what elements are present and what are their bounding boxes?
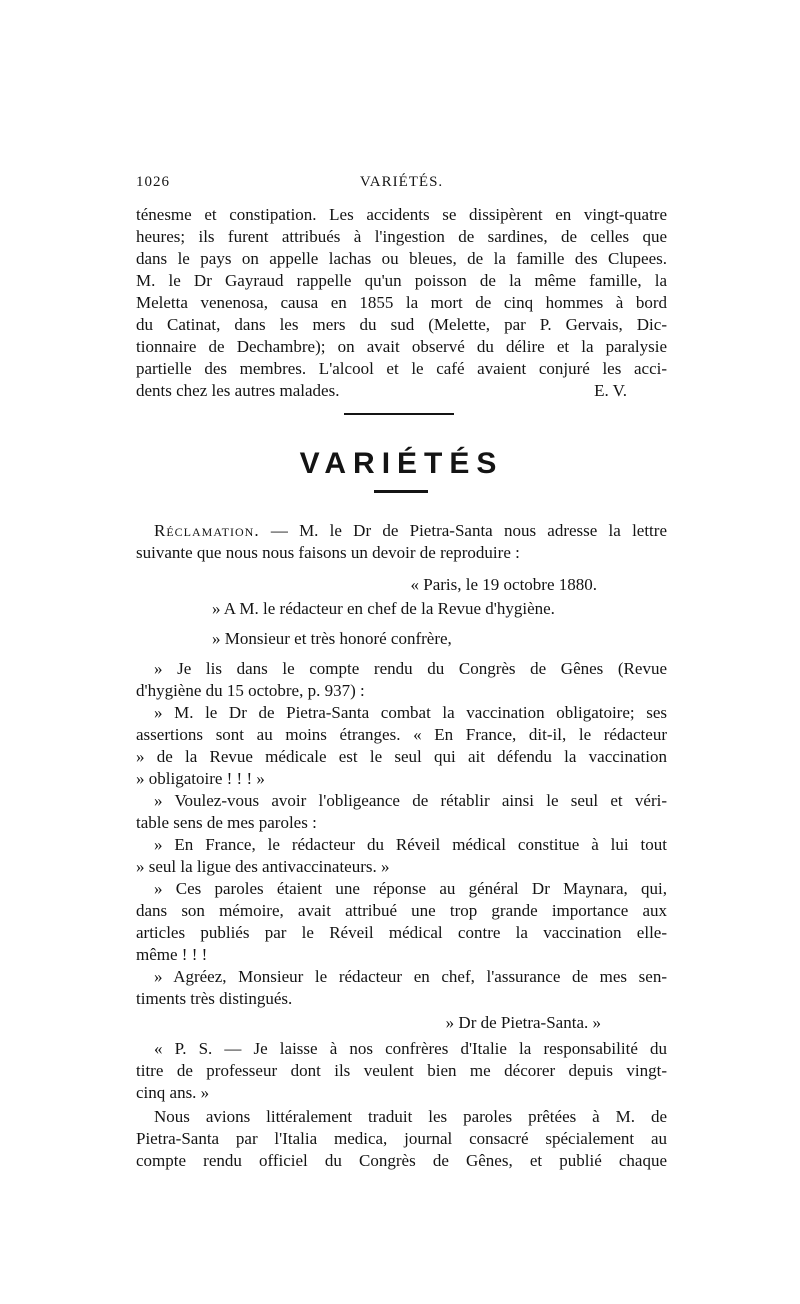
text-line: suivante que nous nous faisons un devoir de reproduire : — [136, 543, 520, 562]
letter-salutation: » Monsieur et très honoré confrère, — [212, 629, 452, 648]
text-line: Nous avions littéralement traduit les paroles prêtées à M. de — [154, 1107, 667, 1126]
text-line: » obligatoire ! ! ! » — [136, 769, 265, 788]
running-title: VARIÉTÉS. — [359, 174, 444, 190]
text-line: » Ces paroles étaient une réponse au général Dr Maynara, qui, — [154, 879, 667, 898]
text-line: ténesme et constipation. Les accidents se dissipèrent en vingt-quatre — [136, 205, 667, 224]
text-line: dans le pays on appelle lachas ou bleues, de la famille des Clupees. — [136, 249, 667, 268]
text-line: » Agréez, Monsieur le rédacteur en chef, l'assurance de mes sen- — [154, 967, 667, 986]
text-line: tionnaire de Dechambre); on avait observé du délire et la paralysie — [136, 337, 667, 356]
text-line: articles publiés par le Réveil médical contre la vaccination elle- — [136, 923, 667, 942]
text-line: même ! ! ! — [136, 945, 208, 964]
text-line: » En France, le rédacteur du Réveil médical constitue à lui tout — [154, 835, 667, 854]
text-line: heures; ils furent attribués à l'ingestion de sardines, de celles que — [136, 227, 667, 246]
letter-signature: » Dr de Pietra-Santa. » — [445, 1013, 601, 1032]
text-line: » Je lis dans le compte rendu du Congrès de Gênes (Revue — [154, 659, 667, 678]
text-line: » M. le Dr de Pietra-Santa combat la vaccination obligatoire; ses — [154, 703, 667, 722]
text-line: dans son mémoire, avait attribué une trop grande importance aux — [136, 901, 667, 920]
text-line: cinq ans. » — [136, 1083, 210, 1102]
text-line: compte rendu officiel du Congrès de Gênes, et publié chaque — [136, 1151, 667, 1170]
text-line: Pietra-Santa par l'Italia medica, journal consacré spécialement au — [136, 1129, 667, 1148]
letter-address: » A M. le rédacteur en chef de la Revue d'hygiène. — [212, 599, 555, 618]
text-line: table sens de mes paroles : — [136, 813, 317, 832]
text-line — [136, 380, 667, 402]
page-header — [136, 174, 667, 198]
author-initials: E. V. — [594, 381, 627, 400]
section-title: VARIÉTÉS — [299, 447, 504, 480]
text-line: » seul la ligue des antivaccinateurs. » — [136, 857, 390, 876]
page-number: 1026 — [136, 174, 170, 190]
text-line: titre de professeur dont ils veulent bien me décorer depuis vingt- — [136, 1061, 667, 1080]
text-line: timents très distingués. — [136, 989, 293, 1008]
text-line: Réclamation. — M. le Dr de Pietra-Santa nous adresse la lettre — [154, 521, 667, 540]
title-underline — [374, 490, 428, 493]
paragraph-end: dents chez les autres malades. — [136, 381, 340, 400]
text-line: » de la Revue médicale est le seul qui ait défendu la vaccination — [136, 747, 667, 766]
text-line: » Voulez-vous avoir l'obligeance de rétablir ainsi le seul et véri- — [154, 791, 667, 810]
letter-date: « Paris, le 19 octobre 1880. — [410, 575, 597, 594]
text-line: d'hygiène du 15 octobre, p. 937) : — [136, 681, 365, 700]
text-line: assertions sont au moins étranges. « En France, dit-il, le rédacteur — [136, 725, 667, 744]
text-line: « P. S. — Je laisse à nos confrères d'Italie la responsabilité du — [154, 1039, 667, 1058]
text-line: Meletta venenosa, causa en 1855 la mort de cinq hommes à bord — [136, 293, 667, 312]
text-line: partielle des membres. L'alcool et le café avaient conjuré les acci- — [136, 359, 667, 378]
section-label: Réclamation. — [154, 521, 260, 540]
text-line: M. le Dr Gayraud rappelle qu'un poisson de la même famille, la — [136, 271, 667, 290]
section-divider — [344, 413, 454, 415]
text-line: du Catinat, dans les mers du sud (Melette, par P. Gervais, Dic- — [136, 315, 667, 334]
